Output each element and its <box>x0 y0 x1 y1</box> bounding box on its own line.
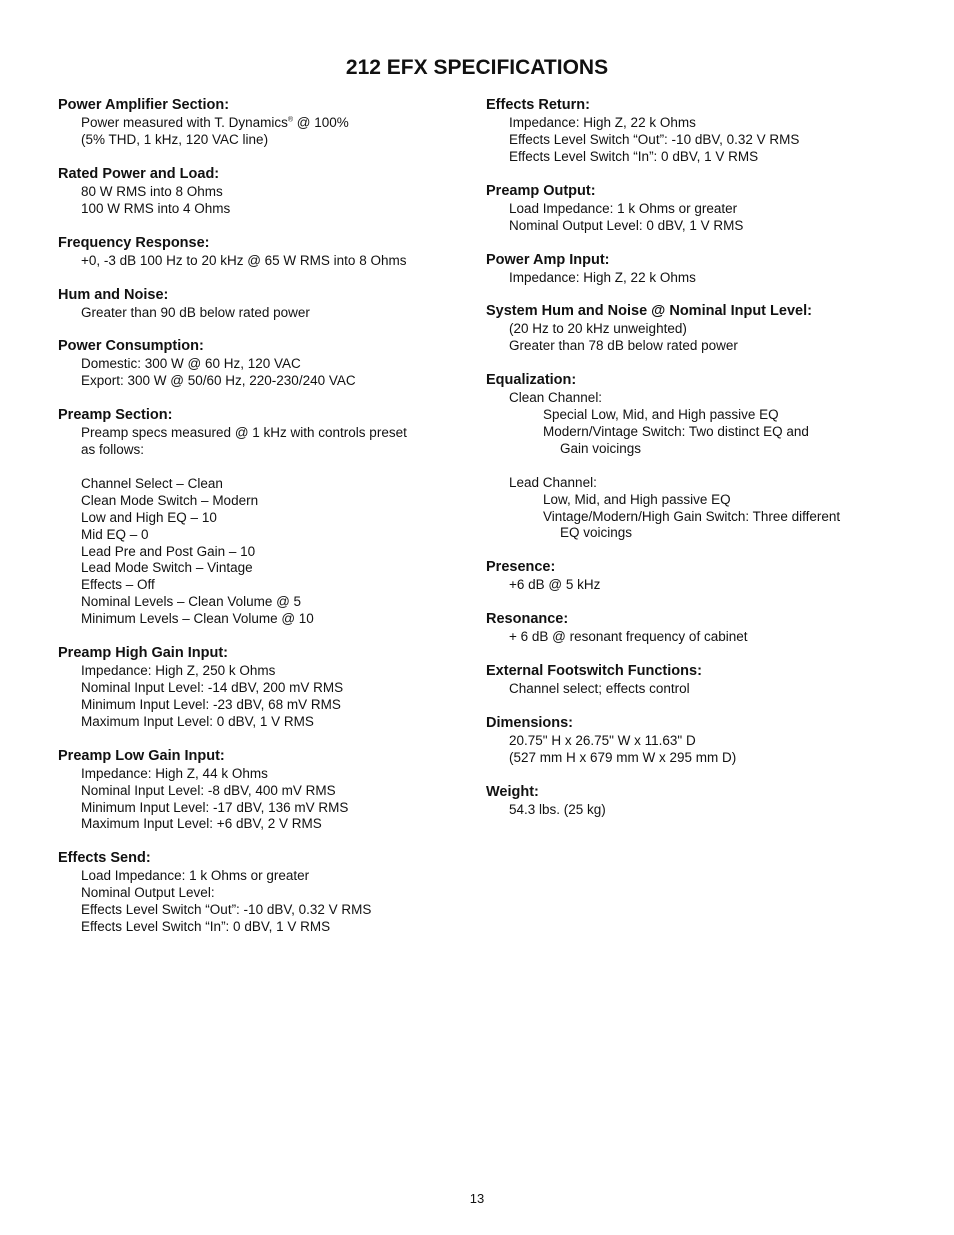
spec-line: Load Impedance: 1 k Ohms or greater <box>81 868 310 884</box>
spec-section-frequency-response <box>58 234 458 270</box>
spec-heading: Weight: <box>486 783 539 800</box>
spec-line: Domestic: 300 W @ 60 Hz, 120 VAC <box>81 356 301 372</box>
spec-line: 100 W RMS into 4 Ohms <box>81 200 231 216</box>
spec-section-external-footswitch-functions <box>486 662 906 698</box>
spec-line: Effects Level Switch “In”: 0 dBV, 1 V RMS <box>81 919 331 935</box>
spec-section-dimensions <box>486 714 906 767</box>
spec-heading: Preamp Low Gain Input: <box>58 747 225 764</box>
spec-line: Effects Level Switch “Out”: -10 dBV, 0.32 V RMS <box>509 131 800 147</box>
spec-line: Nominal Input Level: -8 dBV, 400 mV RMS <box>81 782 336 798</box>
spec-heading: External Footswitch Functions: <box>486 663 702 680</box>
spacer-line <box>58 459 458 476</box>
spec-line: Nominal Output Level: <box>81 885 215 901</box>
spec-line: Effects – Off <box>81 577 155 593</box>
spec-line-text: Power measured with T. Dynamics <box>81 115 288 130</box>
spec-line: Impedance: High Z, 22 k Ohms <box>509 269 696 285</box>
spec-section-preamp-section <box>58 406 458 628</box>
spec-line: Nominal Output Level: 0 dBV, 1 V RMS <box>509 217 744 233</box>
spec-line: Special Low, Mid, and High passive EQ <box>543 407 779 423</box>
spec-line: Minimum Levels – Clean Volume @ 10 <box>81 611 314 627</box>
spec-line: Low, Mid, and High passive EQ <box>543 491 731 507</box>
spec-line: Low and High EQ – 10 <box>81 509 217 525</box>
spec-section-effects-return <box>486 96 906 166</box>
registered-mark: ® <box>287 116 293 124</box>
spec-line: EQ voicings <box>560 525 633 541</box>
spec-heading: Rated Power and Load: <box>58 165 220 182</box>
spec-section-preamp-low-gain-input <box>58 747 458 834</box>
page-number: 13 <box>469 1191 485 1206</box>
spec-section-preamp-output <box>486 182 906 235</box>
spec-section-preamp-high-gain-input <box>58 644 458 731</box>
spec-section-rated-power-and-load <box>58 165 458 218</box>
spec-section-weight <box>486 783 906 819</box>
spec-heading: Effects Return: <box>486 97 590 113</box>
spec-line: Gain voicings <box>560 440 642 456</box>
spec-line: Maximum Input Level: +6 dBV, 2 V RMS <box>81 816 322 832</box>
spec-heading: Frequency Response: <box>58 234 210 251</box>
spec-line: Effects Level Switch “In”: 0 dBV, 1 V RMS <box>509 148 759 164</box>
spec-section-system-hum-and-noise-nominal-input-level <box>486 302 906 355</box>
spec-line: 80 W RMS into 8 Ohms <box>81 183 223 199</box>
spec-line: Mid EQ – 0 <box>81 526 149 542</box>
spec-heading: Preamp High Gain Input: <box>58 645 228 662</box>
spec-line: Nominal Levels – Clean Volume @ 5 <box>81 594 302 610</box>
spec-line: Load Impedance: 1 k Ohms or greater <box>509 200 738 216</box>
spec-heading: Resonance: <box>486 611 569 628</box>
spacer-line <box>486 458 906 475</box>
spec-line: 54.3 lbs. (25 kg) <box>509 801 606 817</box>
page-title: 212 EFX SPECIFICATIONS <box>345 56 609 79</box>
spec-line: Nominal Input Level: -14 dBV, 200 mV RMS <box>81 680 344 696</box>
spec-heading: Equalization: <box>486 372 577 389</box>
spec-section-presence <box>486 558 906 594</box>
spec-heading: Preamp Output: <box>486 182 596 199</box>
spec-section-effects-send <box>58 849 458 936</box>
spec-line: Clean Channel: <box>509 390 603 406</box>
spec-section-power-amplifier-section <box>58 96 458 149</box>
spec-line: as follows: <box>81 442 145 458</box>
spec-line: (5% THD, 1 kHz, 120 VAC line) <box>81 131 269 147</box>
spec-heading: Power Amp Input: <box>486 251 610 268</box>
spec-line: Maximum Input Level: 0 dBV, 1 V RMS <box>81 713 314 729</box>
spec-heading: Effects Send: <box>58 850 151 867</box>
spec-line: Lead Pre and Post Gain – 10 <box>81 543 256 559</box>
spec-heading: Power Consumption: <box>58 338 204 355</box>
spec-section-resonance <box>486 610 906 646</box>
spec-heading: Hum and Noise: <box>58 286 169 303</box>
spec-line: Channel select; effects control <box>509 681 690 697</box>
spec-line: Export: 300 W @ 50/60 Hz, 220-230/240 VAC <box>81 373 356 389</box>
spec-line: Minimum Input Level: -17 dBV, 136 mV RMS <box>81 799 349 815</box>
left-spec-column <box>58 96 458 952</box>
spec-line: Greater than 78 dB below rated power <box>509 338 738 354</box>
spec-line: (20 Hz to 20 kHz unweighted) <box>509 321 687 337</box>
spec-line: Lead Mode Switch – Vintage <box>81 560 253 576</box>
spec-line: Channel Select – Clean <box>81 475 223 491</box>
spec-line: +6 dB @ 5 kHz <box>509 577 601 593</box>
spec-line: + 6 dB @ resonant frequency of cabinet <box>509 629 748 645</box>
spec-heading: Power Amplifier Section: <box>58 97 230 113</box>
spec-line: Clean Mode Switch – Modern <box>81 492 259 508</box>
spec-section-power-amp-input <box>486 251 906 287</box>
spec-line <box>58 115 458 132</box>
spec-heading: Dimensions: <box>486 715 574 732</box>
spec-line: Lead Channel: <box>509 474 597 490</box>
spec-section-equalization <box>486 371 906 542</box>
spec-heading: System Hum and Noise @ Nominal Input Level: <box>486 303 812 320</box>
spec-line: Greater than 90 dB below rated power <box>81 304 310 320</box>
spec-line: (527 mm H x 679 mm W x 295 mm D) <box>509 750 737 766</box>
right-spec-column <box>486 96 906 835</box>
spec-line: Impedance: High Z, 44 k Ohms <box>81 765 268 781</box>
spec-line: Impedance: High Z, 250 k Ohms <box>81 663 276 679</box>
spec-heading: Presence: <box>486 559 556 576</box>
spec-line: Preamp specs measured @ 1 kHz with controls preset <box>81 425 407 441</box>
spec-section-hum-and-noise <box>58 286 458 322</box>
spec-heading: Preamp Section: <box>58 407 173 424</box>
spec-line: 20.75" H x 26.75" W x 11.63" D <box>509 733 696 749</box>
spec-line: Effects Level Switch “Out”: -10 dBV, 0.32 V RMS <box>81 902 372 918</box>
spec-line: +0, -3 dB 100 Hz to 20 kHz @ 65 W RMS into 8 Ohms <box>81 252 407 268</box>
spec-line: Minimum Input Level: -23 dBV, 68 mV RMS <box>81 696 341 712</box>
spec-line: Vintage/Modern/High Gain Switch: Three different <box>543 508 841 524</box>
spec-line: Modern/Vintage Switch: Two distinct EQ and <box>543 424 809 440</box>
spec-line-text-after: @ 100% <box>293 115 349 130</box>
spec-section-power-consumption <box>58 337 458 390</box>
spec-line: Impedance: High Z, 22 k Ohms <box>509 115 696 130</box>
